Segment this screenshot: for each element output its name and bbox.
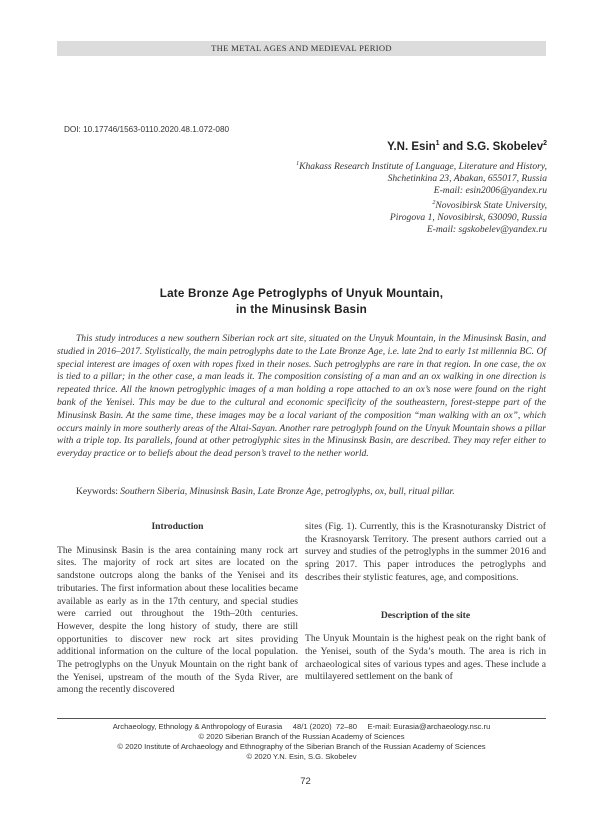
affiliation-1-email: E-mail: esin2006@yandex.ru: [433, 185, 547, 197]
footer-divider: [57, 718, 546, 719]
affiliations: [296, 158, 547, 236]
title-line-2: in the Minusinsk Basin: [235, 303, 368, 316]
affil-2-marker: 2: [432, 200, 436, 207]
footer-copyright-2: © 2020 Institute of Archaeology and Ethnography of the Siberian Branch of the Russian Academy of Sciences: [117, 742, 486, 751]
affiliation-2-email: E-mail: sgskobelev@yandex.ru: [426, 224, 547, 236]
author-2: S.G. Skobelev: [466, 140, 544, 153]
author-line: [387, 140, 547, 153]
left-column: [57, 521, 298, 697]
author-1-affil-marker: 1: [435, 140, 440, 147]
abstract: [57, 333, 546, 461]
affil-2-institution: Novosibirsk State University,: [435, 200, 547, 212]
section-heading-introduction: Introduction: [151, 521, 204, 532]
keywords-label: Keywords:: [76, 486, 121, 497]
abstract-text: This study introduces a new southern Siberian rock art site, situated on the Unyuk Mountain, in the Minusinsk Basin, and studied in 2016–2017. Stylistically, the main petroglyphs date to the Late Bronze Age, i.e. late 2nd to early 1st millennia BC. Of special interest are images of oxen with ropes fixed in their noses. Such petroglyphs are rare in that region. In one case, the ox is tied to a pillar; in the other case, a man leads it. The composition consisting of a man and an ox walking in one direction is repeated thrice. All the known petroglyphic images of a man holding a rope attached to an ox’s nose were found on the right bank of the Yenisei. This may be due to the cultural and economic specificity of the southeastern, forest-steppe part of the Minusinsk Basin. At the same time, these images may be a local variant of the composition “man walking with an ox”, which occurs mainly in more southerly areas of the Altai-Sayan. Another rare petroglyph found on the Unyuk Mountain shows a pillar with a triple top. Its parallels, found at other petroglyphic sites in the Minusinsk Basin, are described. They may refer either to everyday practice or to beliefs about the dead person’s travel to the nether world.: [57, 333, 546, 460]
footer-copyright-3: © 2020 Y.N. Esin, S.G. Skobelev: [246, 752, 357, 761]
affil-1-institution: Khakass Research Institute of Language, Literature and History,: [299, 161, 547, 173]
affiliation-2: [296, 197, 547, 212]
introduction-paragraph-continued: sites (Fig. 1). Currently, this is the Krasnoturansky District of the Krasnoyarsk Territory. The present authors carried out a survey and studies of the petroglyphs in the summer 2016 and spring 2017. This paper introduces the petroglyphs and describes their stylistic features, age, and compositions.: [305, 521, 546, 583]
footer-copyright-1: © 2020 Siberian Branch of the Russian Academy of Sciences: [198, 732, 405, 741]
author-1: Y.N. Esin: [387, 140, 436, 153]
doi: DOI: 10.17746/1563-0110.2020.48.1.072-080: [64, 125, 230, 134]
affiliation-1-address: Shchetinkina 23, Abakan, 655017, Russia: [387, 173, 547, 185]
section-heading-description: Description of the site: [380, 609, 471, 621]
title-line-1: Late Bronze Age Petroglyphs of Unyuk Mountain,: [159, 287, 444, 300]
author-joiner: and: [439, 140, 467, 153]
description-paragraph: The Unyuk Mountain is the highest peak on the right bank of the Yenisei, south of the Syda’s mouth. The area is rich in archaeological sites of various types and ages. These include a multilayered settlement on the bank of: [305, 633, 546, 683]
section-header-band: THE METAL AGES AND MEDIEVAL PERIOD: [57, 41, 546, 56]
author-2-affil-marker: 2: [543, 140, 547, 147]
paper-title: [57, 286, 546, 318]
affiliation-1: [296, 158, 547, 173]
affiliation-2-address: Pirogova 1, Novosibirsk, 630090, Russia: [389, 212, 547, 224]
right-column: [305, 521, 546, 684]
introduction-paragraph: The Minusinsk Basin is the area containing many rock art sites. The majority of rock art sites are located on the sandstone outcrops along the banks of the Yenisei and its tributaries. The first information about these localities became available as early as in the 17th century, and special studies were carried out throughout the 19th–20th centuries. However, despite the long history of study, there are still opportunities to discover new rock art sites providing additional information on the culture of the local population. The petroglyphs on the Unyuk Mountain on the right bank of the Yenisei, upstream of the mouth of the Syda River, are among the recently discovered: [57, 544, 298, 696]
footer-journal-line: Archaeology, Ethnology & Anthropology of Eurasia 48/1 (2020) 72–80 E-mail: Eurasia@archaeology.nsc.ru: [112, 722, 491, 731]
keywords: [76, 486, 455, 497]
affil-1-marker: 1: [296, 161, 300, 167]
keywords-value: Southern Siberia, Minusinsk Basin, Late Bronze Age, petroglyphs, ox, bull, ritual pillar.: [120, 486, 455, 497]
page-number: 72: [300, 776, 311, 787]
footer: [57, 722, 546, 762]
